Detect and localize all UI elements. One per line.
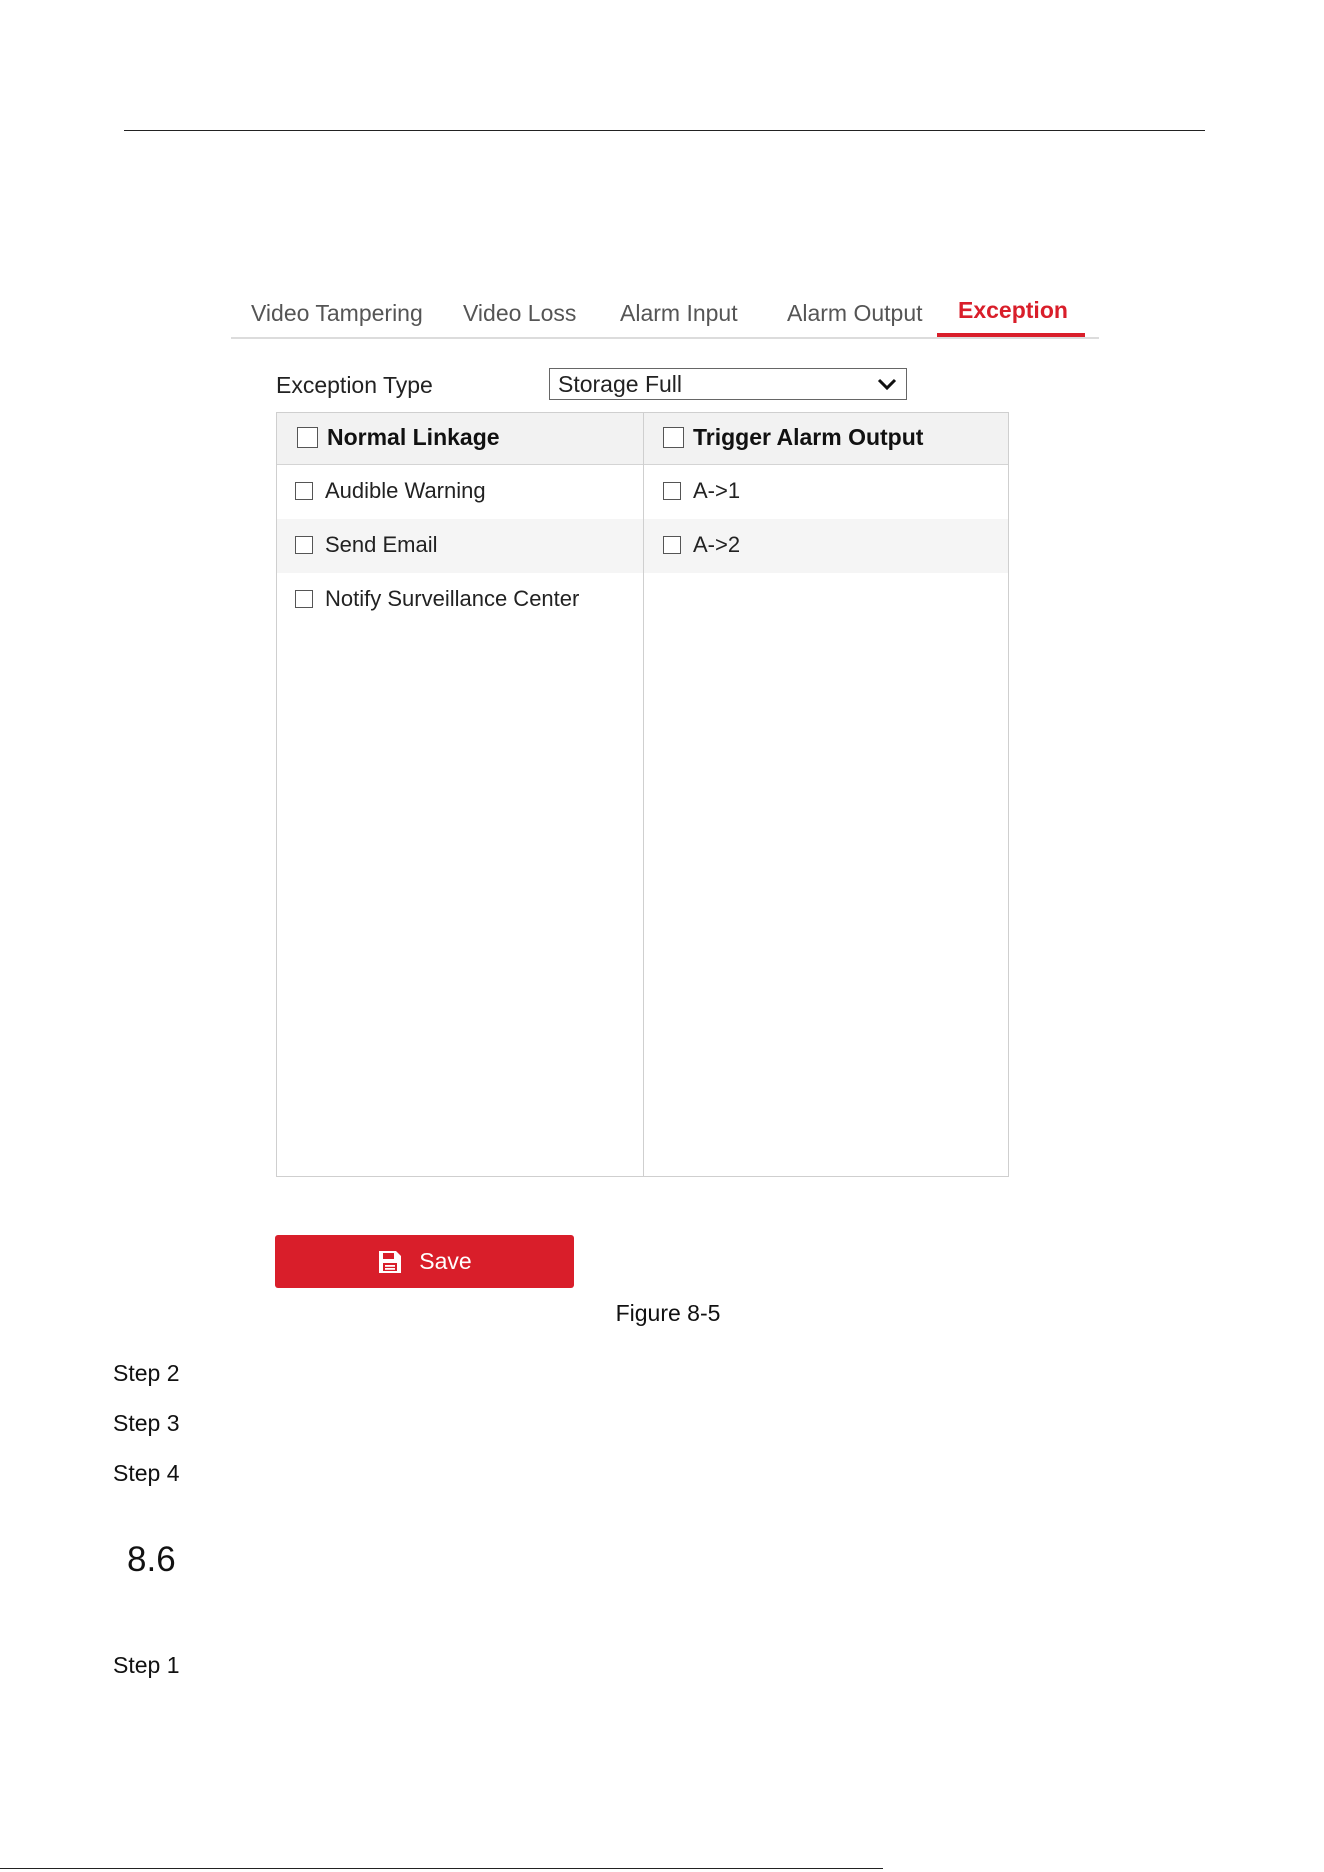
alarm-output-a2-checkbox[interactable]: [663, 536, 681, 554]
save-button[interactable]: [275, 1235, 574, 1288]
normal-linkage-checkbox[interactable]: [297, 427, 318, 448]
exception-type-value: Storage Full: [558, 371, 683, 397]
figure-caption: Figure 8-5: [615, 1300, 721, 1326]
trigger-alarm-output-checkbox[interactable]: [663, 427, 684, 448]
notify-surveillance-center-checkbox[interactable]: [295, 590, 313, 608]
alarm-output-a1-option[interactable]: [663, 478, 740, 504]
tab-video-tampering[interactable]: Video Tampering: [251, 300, 423, 326]
list-item: [277, 465, 643, 519]
notify-surveillance-center-option[interactable]: [295, 586, 579, 612]
send-email-checkbox[interactable]: [295, 536, 313, 554]
header-rule: [124, 130, 1205, 131]
tab-alarm-input[interactable]: Alarm Input: [620, 300, 738, 326]
alarm-output-a1-label: A->1: [693, 478, 741, 503]
audible-warning-label: Audible Warning: [325, 478, 486, 503]
alarm-output-a2-option[interactable]: [663, 532, 740, 558]
step-label: Step 1: [113, 1652, 180, 1678]
alarm-output-a2-label: A->2: [693, 532, 741, 557]
chevron-down-icon: [876, 374, 898, 394]
tab-bar: [231, 290, 1099, 339]
audible-warning-checkbox[interactable]: [295, 482, 313, 500]
audible-warning-option[interactable]: [295, 478, 486, 504]
step-label: Step 2: [113, 1360, 180, 1386]
notify-surveillance-center-label: Notify Surveillance Center: [325, 586, 580, 611]
exception-type-label: Exception Type: [276, 372, 433, 398]
trigger-alarm-output-header[interactable]: [663, 424, 923, 451]
list-item: [644, 519, 1008, 573]
exception-type-select[interactable]: [549, 368, 907, 400]
tab-exception[interactable]: Exception: [958, 297, 1068, 323]
save-button-label: Save: [419, 1248, 472, 1274]
send-email-option[interactable]: [295, 532, 438, 558]
step-label: Step 4: [113, 1460, 180, 1486]
list-item: [277, 519, 643, 573]
step-label: Step 3: [113, 1410, 180, 1436]
active-tab-indicator: [937, 333, 1085, 337]
normal-linkage-header-label: Normal Linkage: [327, 424, 500, 450]
tab-video-loss[interactable]: Video Loss: [463, 300, 577, 326]
footer-rule: [0, 1868, 883, 1869]
alarm-output-a1-checkbox[interactable]: [663, 482, 681, 500]
save-icon: [377, 1249, 403, 1275]
send-email-label: Send Email: [325, 532, 438, 557]
linkage-panel: [276, 412, 1009, 1177]
trigger-alarm-output-header-label: Trigger Alarm Output: [693, 424, 924, 450]
tab-alarm-output[interactable]: Alarm Output: [787, 300, 923, 326]
normal-linkage-header[interactable]: [297, 424, 500, 451]
list-item: [644, 465, 1008, 519]
list-item: [277, 573, 643, 627]
section-number: 8.6: [127, 1540, 176, 1579]
